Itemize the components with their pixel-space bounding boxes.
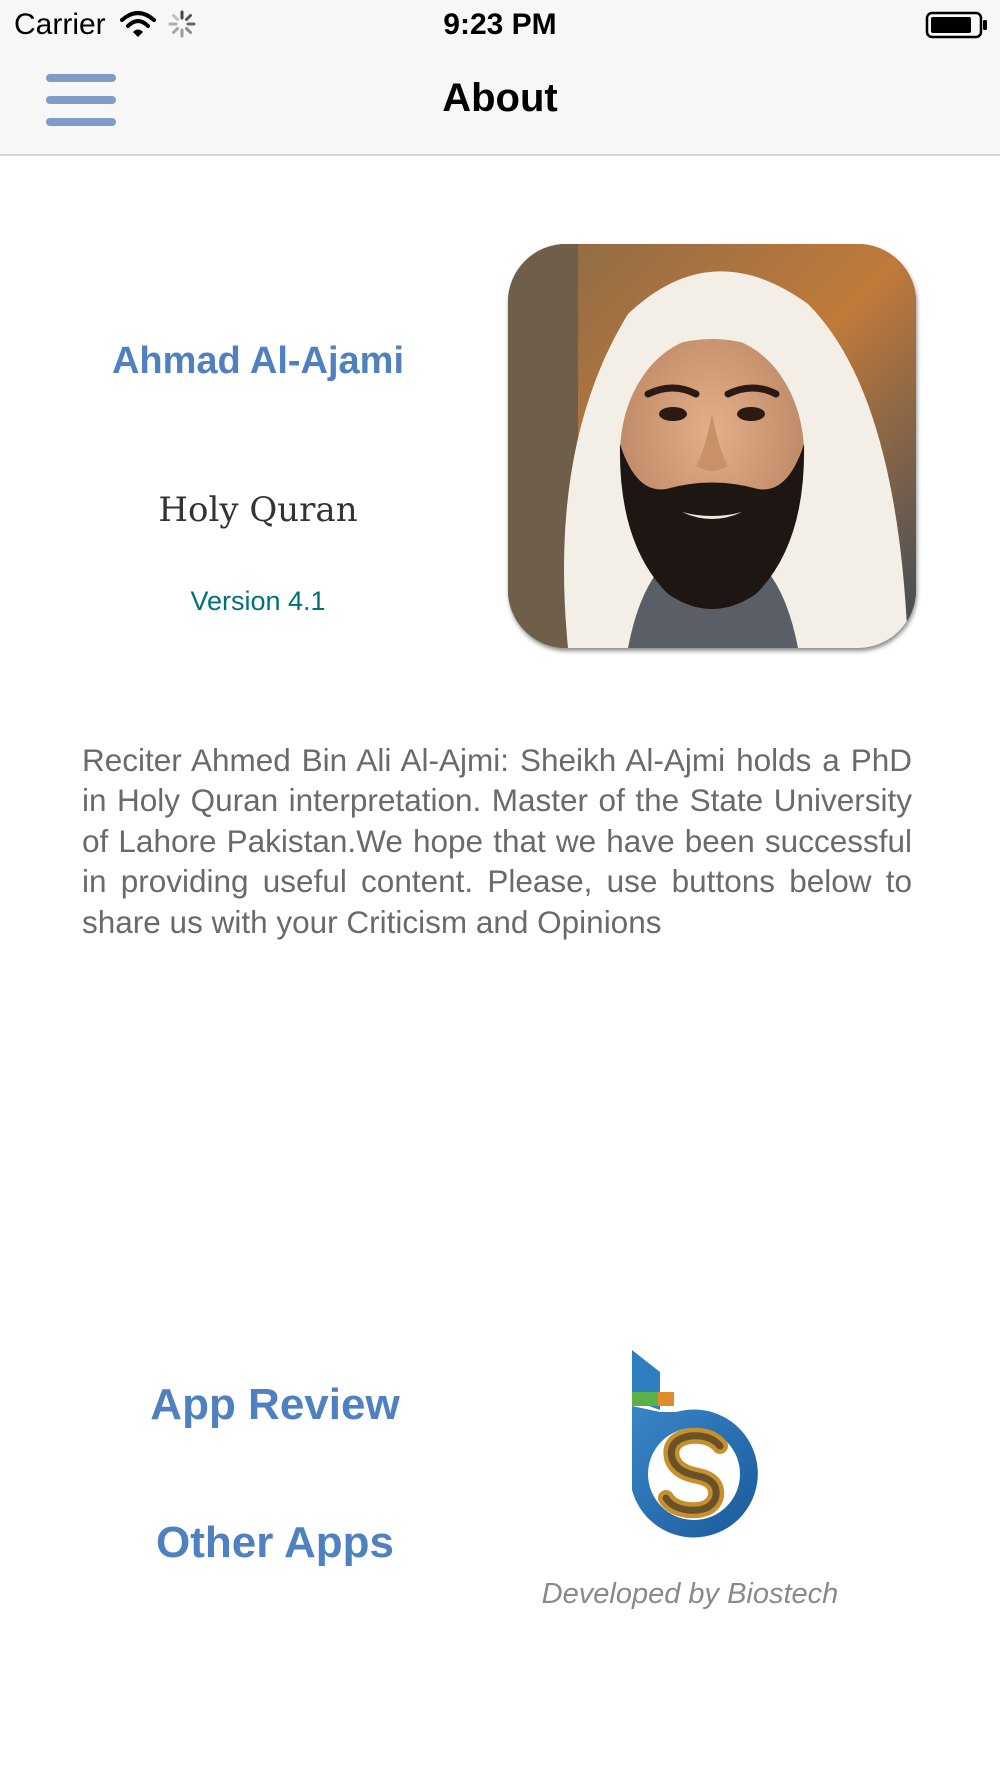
battery-icon xyxy=(925,10,989,45)
other-apps-button[interactable]: Other Apps xyxy=(156,1518,394,1567)
reciter-portrait xyxy=(508,244,916,648)
reciter-name: Ahmad Al-Ajami xyxy=(111,340,405,382)
developer-credit: Developed by Biostech xyxy=(541,1578,839,1610)
biostech-logo[interactable] xyxy=(620,1350,770,1555)
status-time: 9:23 PM xyxy=(443,8,557,41)
app-version: Version 4.1 xyxy=(190,586,326,616)
app-review-button[interactable]: App Review xyxy=(150,1380,400,1429)
page-title: About xyxy=(442,76,558,120)
status-bar xyxy=(0,0,1000,50)
navigation-bar xyxy=(0,50,1000,156)
about-description: Reciter Ahmed Bin Ali Al-Ajmi: Sheikh Al-Ajmi holds a PhD in Holy Quran interpretation. Master of the State University of Lahore Pakistan.We hope that we have been successful in providing useful content. Please, use buttons below to share us with your Criticism and Opinions xyxy=(82,742,912,940)
carrier-label: Carrier xyxy=(14,8,106,41)
app-name: Holy Quran xyxy=(158,490,358,530)
